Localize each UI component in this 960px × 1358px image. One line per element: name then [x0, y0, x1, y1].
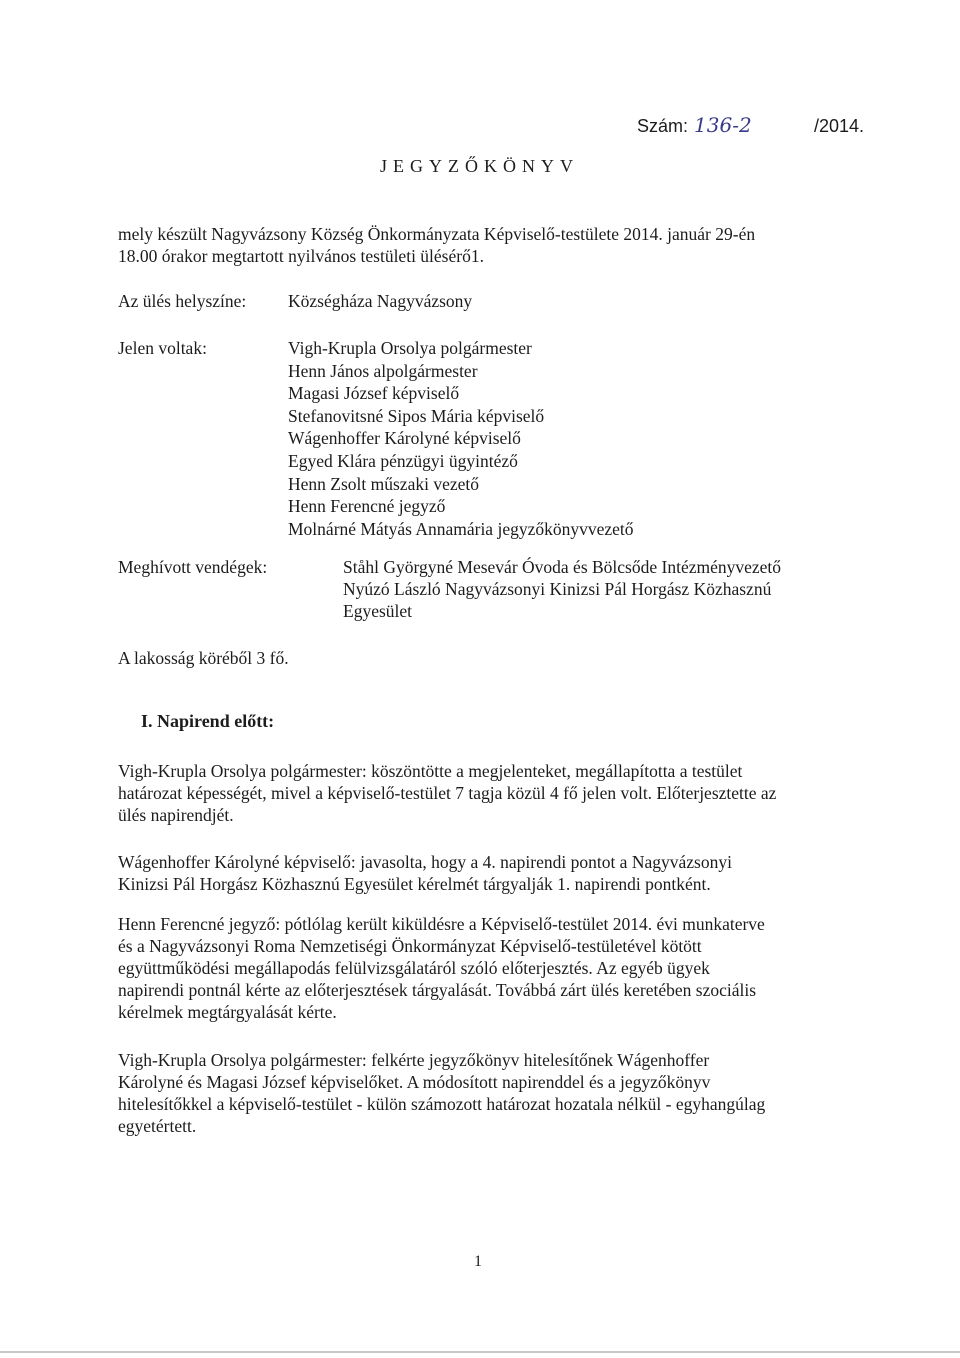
- document-title: JEGYZŐKÖNYV: [380, 156, 579, 176]
- attendee: Henn Ferencné jegyző: [288, 496, 446, 517]
- location-label: Az ülés helyszíne:: [118, 291, 247, 311]
- attendee: Molnárné Mátyás Annamária jegyzőkönyvvezető: [288, 518, 634, 539]
- paragraph-line: és a Nagyvázsonyi Roma Nemzetiségi Önkormányzat Képviselő-testületével kötött: [118, 936, 702, 956]
- guests-list: [343, 556, 853, 622]
- attendees-list: [288, 337, 634, 540]
- guests-label: Meghívott vendégek:: [118, 557, 268, 577]
- paragraph: [118, 1049, 850, 1137]
- paragraph: [118, 913, 850, 1023]
- attendee: Magasi József képviselő: [288, 383, 460, 404]
- handwritten-number: 136-2: [694, 113, 752, 137]
- paragraph-line: ülés napirendjét.: [118, 805, 234, 825]
- public-note: A lakosság köréből 3 fő.: [118, 648, 289, 668]
- location-value: Községháza Nagyvázsony: [288, 291, 473, 311]
- number-year: /2014.: [814, 116, 865, 136]
- paragraph-line: Henn Ferencné jegyző: pótlólag került kiküldésre a Képviselő-testület 2014. évi munkaterve: [118, 914, 765, 934]
- section-title: Napirend előtt:: [157, 711, 275, 731]
- number-label: Szám:: [637, 116, 689, 136]
- paragraph-line: napirendi pontnál kérte az előterjesztések tárgyalását. Továbbá zárt ülés keretében szociális: [118, 980, 757, 1000]
- paragraph-line: Vigh-Krupla Orsolya polgármester: felkérte jegyzőkönyv hitelesítőnek Wágenhoffer: [118, 1050, 710, 1070]
- guest-line: Ståhl Györgyné Mesevár Óvoda és Bölcsőde Intézményvezető: [343, 557, 782, 577]
- intro-line: mely készült Nagyvázsony Község Önkormányzata Képviselő-testülete 2014. január 29-én: [118, 224, 756, 244]
- attendee: Stefanovitsné Sipos Mária képviselő: [288, 405, 545, 426]
- paragraph: [118, 760, 850, 826]
- attendee: Henn Zsolt műszaki vezető: [288, 473, 479, 494]
- attendee: Henn János alpolgármester: [288, 360, 478, 381]
- document-number: [637, 113, 864, 137]
- intro-line: 18.00 órakor megtartott nyilvános testületi ülésérő1.: [118, 246, 484, 266]
- paragraph-line: határozat képességét, mivel a képviselő-testület 7 tagja közül 4 fő jelen volt. Előterjesztette az: [118, 783, 777, 803]
- paragraph-line: hitelesítőkkel a képviselő-testület - külön számozott határozat hozatala nélkül - egyhangúlag: [118, 1094, 766, 1114]
- bottom-divider: [0, 1351, 960, 1353]
- paragraph-line: Wágenhoffer Károlyné képviselő: javasolta, hogy a 4. napirendi pontot a Nagyvázsonyi: [118, 852, 732, 872]
- paragraph: [118, 851, 850, 895]
- attendee: Vigh-Krupla Orsolya polgármester: [288, 338, 532, 358]
- paragraph-line: együttműködési megállapodás felülvizsgálatáról szóló előterjesztés. Az egyéb ügyek: [118, 958, 710, 978]
- section-number: I.: [141, 711, 153, 731]
- paragraph-line: Vigh-Krupla Orsolya polgármester: köszöntötte a megjelenteket, megállapította a testület: [118, 761, 743, 781]
- section-heading: [141, 711, 274, 732]
- paragraph-line: egyetértett.: [118, 1116, 197, 1136]
- paragraph-line: Károlyné és Magasi József képviselőket. A módosított napirenddel és a jegyzőkönyv: [118, 1072, 711, 1092]
- page-number: 1: [474, 1253, 482, 1270]
- paragraph-line: Kinizsi Pál Horgász Közhasznú Egyesület kérelmét tárgyalják 1. napirendi pontként.: [118, 874, 711, 894]
- paragraph-line: kérelmek megtárgyalását kérte.: [118, 1002, 337, 1022]
- attendee: Egyed Klára pénzügyi ügyintéző: [288, 450, 518, 471]
- guest-line: Nyúzó László Nagyvázsonyi Kinizsi Pál Horgász Közhasznú: [343, 579, 772, 599]
- attendee: Wágenhoffer Károlyné képviselő: [288, 428, 521, 449]
- attendees-label: Jelen voltak:: [118, 338, 207, 358]
- guest-line: Egyesület: [343, 601, 413, 621]
- intro-text: [118, 223, 858, 267]
